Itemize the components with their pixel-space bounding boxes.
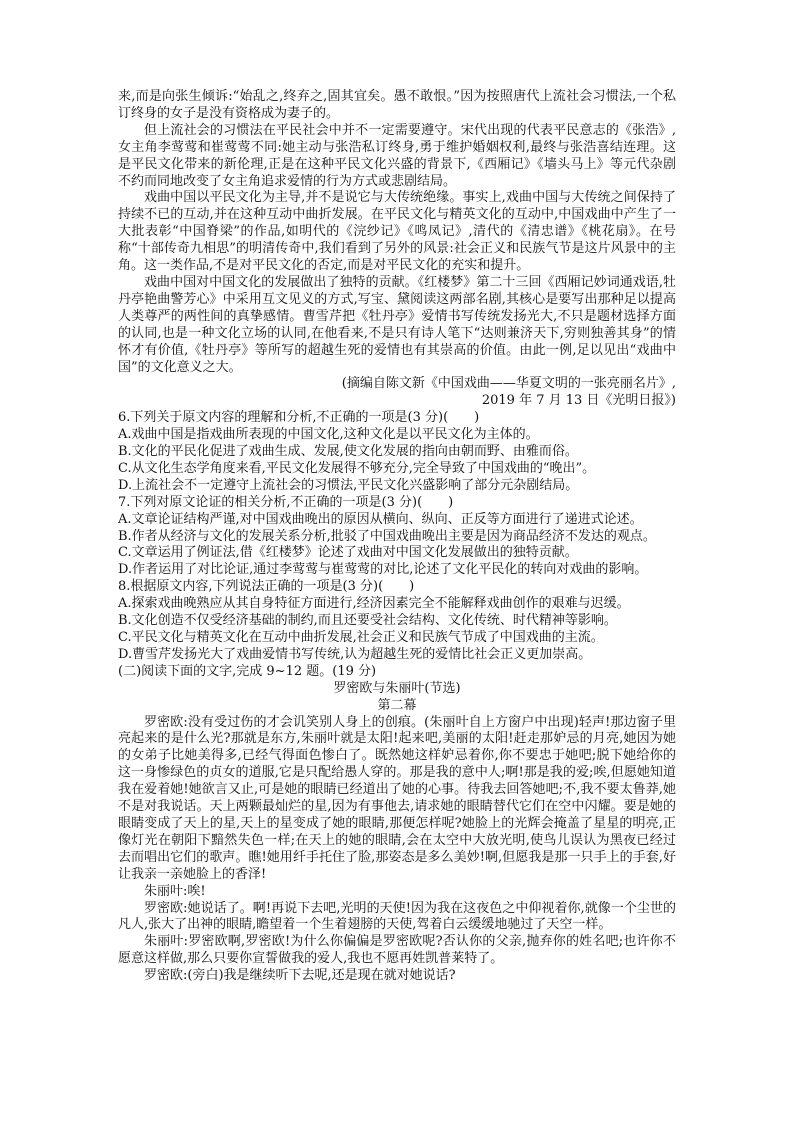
question-8-option-d: D.曹雪芹发扬光大了戏曲爱情书写传统,认为超越生死的爱情比社会正义更加崇高。 — [118, 646, 592, 662]
question-7: 7.下列对原文论证的相关分析,不正确的一项是(3 分)( ) — [118, 494, 454, 510]
article-paragraph-2: 但上流社会的习惯法在平民社会中并不一定需要遵守。宋代出现的代表平民意志的《张浩》,女主角李莺莺和崔莺莺不同:她主动与张浩私订终身,勇于维护婚姻权利,最终与张浩喜结连理。这是平民文化带来的新伦理,正是在这种平民文化兴盛的背景下,《西厢记》《墙头马上》等元代杂剧不约而同地改变了女主角追求爱情的行为方式或悲剧结局。 — [118, 122, 676, 189]
section-2-intro: (二)阅读下面的文字,完成 9~12 题。(19 分) — [118, 663, 377, 679]
question-8-option-b: B.文化创造不仅受经济基础的制约,而且还要受社会结构、文化传统、时代精神等影响。 — [118, 613, 617, 629]
question-6-option-d: D.上流社会不一定遵守上流社会的习惯法,平民文化兴盛影响了部分元杂剧结局。 — [118, 477, 579, 493]
act-heading: 第二幕 — [377, 697, 417, 713]
source-line-2: 2019 年 7 月 13 日《光明日报》) — [481, 393, 676, 409]
question-7-option-b: B.作者从经济与文化的发展关系分析,批驳了中国戏曲晚出主要是因为商品经济不发达的观点。 — [118, 528, 656, 544]
document-page — [118, 89, 676, 985]
question-8: 8.根据原文内容,下列说法正确的一项是(3 分)( ) — [118, 579, 415, 595]
question-7-option-d: D.作者运用了对比论证,通过李莺莺与崔莺莺的对比,论述了文化平民化的转向对戏曲的影响。 — [118, 562, 648, 578]
question-7-option-a: A.文章论证结构严谨,对中国戏曲晚出的原因从横向、纵向、正反等方面进行了递进式论述。 — [118, 511, 643, 527]
dialogue-3: 罗密欧:她说话了。啊!再说下去吧,光明的天使!因为我在这夜色之中仰视着你,就像一个尘世的凡人,张大了出神的眼睛,瞻望着一个生着翅膀的天使,驾着白云缓缓地驰过了天空一样。 — [118, 900, 676, 933]
question-6-option-a: A.戏曲中国是指戏曲所表现的中国文化,这种文化是以平民文化为主体的。 — [118, 427, 539, 443]
dialogue-5: 罗密欧:(旁白)我是继续听下去呢,还是现在就对她说话? — [144, 968, 456, 984]
question-8-option-a: A.探索戏曲晚熟应从其自身特征方面进行,经济因素完全不能解释戏曲创作的艰难与迟缓。 — [118, 596, 630, 612]
question-6-option-c: C.从文化生态学角度来看,平民文化发展得不够充分,完全导致了中国戏曲的“晚出”。 — [118, 460, 596, 476]
question-8-option-c: C.平民文化与精英文化在互动中曲折发展,社会正义和民族气节成了中国戏曲的主流。 — [118, 630, 604, 645]
question-7-option-c: C.文章运用了例证法,借《红楼梦》论述了戏曲对中国文化发展做出的独特贡献。 — [118, 545, 578, 561]
article-paragraph-3: 戏曲中国以平民文化为主导,并不是说它与大传统绝缘。事实上,戏曲中国与大传统之间保持了持续不已的互动,并在这种互动中曲折发展。在平民文化与精英文化的互动中,中国戏曲中产生了一大批表彰“中国脊梁”的作品,如明代的《浣纱记》《鸣凤记》,清代的《清忠谱》《桃花扇》。在号称“十部传奇九相思”的明清传奇中,我们看到了另外的风景:社会正义和民族气节是这片风景中的主角。这一类作品,不是对平民文化的否定,而是对平民文化的充实和提升。 — [118, 190, 676, 274]
question-6-option-b: B.文化的平民化促进了戏曲生成、发展,使文化发展的指向由朝而野、由雅而俗。 — [118, 444, 578, 460]
dialogue-4: 朱丽叶:罗密欧啊,罗密欧!为什么你偏偏是罗密欧呢?否认你的父亲,抛弃你的姓名吧;也许你不愿意这样做,那么只要你宣誓做我的爱人,我也不愿再姓凯普莱特了。 — [118, 934, 676, 967]
dialogue-2: 朱丽叶:唉! — [144, 883, 206, 899]
article-paragraph-4: 戏曲中国对中国文化的发展做出了独特的贡献。《红楼梦》第二十三回《西厢记妙词通戏语,牡丹亭艳曲警芳心》中采用互文见义的方式,写宝、黛阅读这两部名剧,其核心是要写出那种足以提高人类尊严的两性间的真挚感情。曹雪芹把《牡丹亭》爱情书写传统发扬光大,不只是题材选择方面的认同,也是一种文化立场的认同,在他看来,不是只有诗人笔下“达则兼济天下,穷则独善其身”的情怀才有价值,《牡丹亭》等所写的超越生死的爱情也有其崇高的价值。由此一例,足以见出“戏曲中国”的文化意义之大。 — [118, 274, 676, 375]
play-title: 罗密欧与朱丽叶(节选) — [333, 680, 461, 696]
source-line-1: (摘编自陈文新《中国戏曲——华夏文明的一张亮丽名片》, — [341, 376, 676, 392]
article-paragraph-1: 来,而是向张生倾诉:“始乱之,终弃之,固其宜矣。愚不敢恨。”因为按照唐代上流社会习惯法,一个私订终身的女子是没有资格成为妻子的。 — [118, 89, 676, 121]
question-6: 6.下列关于原文内容的理解和分析,不正确的一项是(3 分)( ) — [118, 410, 480, 426]
dialogue-1: 罗密欧:没有受过伤的才会讥笑别人身上的创痕。(朱丽叶自上方窗户中出现)轻声!那边窗子里亮起来的是什么光?那就是东方,朱丽叶就是太阳!起来吧,美丽的太阳!赶走那妒忌的月亮,她因为她的女弟子比她美得多,已经气得面色惨白了。既然她这样妒忌着你,你不要忠于她吧;脱下她给你的这一身惨绿色的贞女的道服,它是只配给愚人穿的。那是我的意中人;啊!那是我的爱;唉,但愿她知道我在爱着她!她欲言又止,可是她的眼睛已经道出了她的心事。待我去回答她吧;不,我不要太鲁莽,她不是对我说话。天上两颗最灿烂的星,因为有事他去,请求她的眼睛替代它们在空中闪耀。要是她的眼睛变成了天上的星,天上的星变成了她的眼睛,那便怎样呢?她脸上的光辉会掩盖了星星的明亮,正像灯光在朝阳下黯然失色一样;在天上的她的眼睛,会在太空中大放光明,使鸟儿误认为黑夜已经过去而唱出它们的歌声。瞧!她用纤手托住了脸,那姿态是多么美妙!啊,但愿我是那一只手上的手套,好让我亲一亲她脸上的香泽! — [118, 714, 676, 882]
